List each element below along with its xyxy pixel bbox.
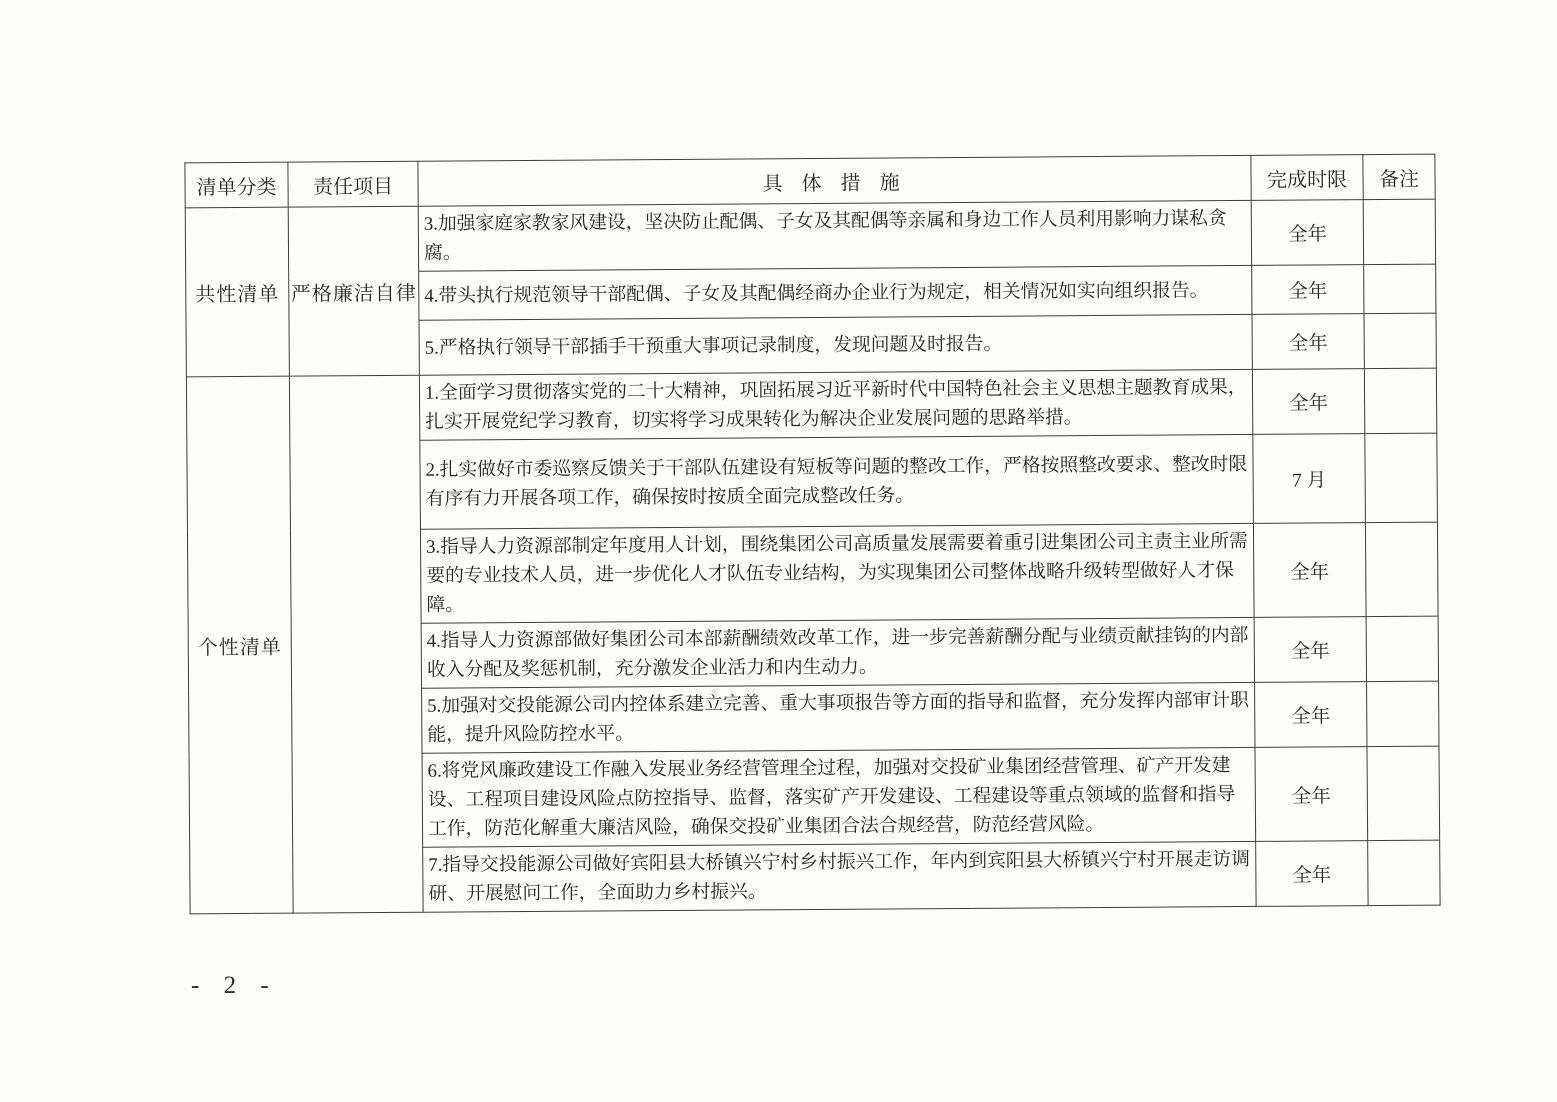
- deadline-cell: 全年: [1252, 369, 1364, 435]
- measure-cell: 4.指导人力资源部做好集团公司本部薪酬绩效改革工作，进一步完善薪酬分配与业绩贡献挂钩的内部收入分配及奖惩机制，充分激发企业活力和内生动力。: [421, 617, 1254, 688]
- table-row: [186, 368, 1436, 442]
- category-cell-common: 共性清单: [185, 207, 289, 377]
- measure-cell: 1.全面学习贯彻落实党的二十大精神，巩固拓展习近平新时代中国特色社会主义思想主题教育成果，扎实开展党纪学习教育，切实将学习成果转化为解决企业发展问题的思路举措。: [419, 369, 1252, 440]
- remark-cell: [1367, 746, 1440, 841]
- responsibility-checklist-table: [184, 154, 1440, 915]
- col-header-measures: 具 体 措 施: [418, 155, 1251, 206]
- remark-cell: [1364, 313, 1436, 369]
- col-header-remarks: 备注: [1363, 154, 1435, 200]
- project-cell-common: 严格廉洁自律: [288, 206, 419, 376]
- col-header-project: 责任项目: [288, 161, 418, 207]
- deadline-cell: 全年: [1252, 314, 1364, 370]
- deadline-cell: 全年: [1255, 747, 1368, 842]
- remark-cell: [1364, 368, 1436, 434]
- deadline-cell: 全年: [1254, 617, 1366, 683]
- deadline-cell: 全年: [1253, 523, 1366, 618]
- measure-cell: 3.加强家庭家教家风建设，坚决防止配偶、子女及其配偶等亲属和身边工作人员利用影响力谋私贪腐。: [418, 200, 1251, 271]
- deadline-cell: 全年: [1251, 200, 1363, 266]
- deadline-cell: 全年: [1255, 682, 1367, 748]
- deadline-cell: 全年: [1256, 841, 1368, 907]
- remark-cell: [1364, 264, 1436, 314]
- col-header-category: 清单分类: [185, 162, 288, 208]
- deadline-cell: 全年: [1252, 265, 1364, 315]
- measure-cell: 7.指导交投能源公司做好宾阳县大桥镇兴宁村乡村振兴工作，年内到宾阳县大桥镇兴宁村开展走访调研、开展慰问工作，全面助力乡村振兴。: [423, 841, 1256, 912]
- measure-cell: 4.带头执行规范领导干部配偶、子女及其配偶经商办企业行为规定，相关情况如实向组织报告。: [419, 265, 1252, 320]
- remark-cell: [1365, 522, 1438, 617]
- table-container: [184, 154, 1440, 915]
- page-number: - 2 -: [191, 972, 278, 999]
- remark-cell: [1366, 616, 1438, 682]
- category-cell-individual: 个性清单: [186, 376, 293, 914]
- measure-cell: 6.将党风廉政建设工作融入发展业务经营管理全过程，加强对交投矿业集团经营管理、矿产开发建设、工程项目建设风险点防控指导、监督，落实矿产开发建设、工程建设等重点领域的监督和指导工作，防范化解重大廉洁风险，确保交投矿业集团合法合规经营，防范经营风险。: [422, 747, 1256, 847]
- remark-cell: [1367, 681, 1439, 747]
- remark-cell: [1365, 433, 1438, 523]
- measure-cell: 5.严格执行领导干部插手干预重大事项记录制度，发现问题及时报告。: [419, 314, 1252, 375]
- col-header-deadline: 完成时限: [1251, 155, 1363, 201]
- measure-cell: 5.加强对交投能源公司内控体系建立完善、重大事项报告等方面的指导和监督，充分发挥内部审计职能，提升风险防控水平。: [422, 682, 1255, 753]
- deadline-cell: 7 月: [1253, 434, 1366, 524]
- table-row: [185, 199, 1435, 273]
- remark-cell: [1363, 199, 1435, 265]
- measure-cell: 3.指导人力资源部制定年度用人计划，围绕集团公司高质量发展需要着重引进集团公司主责主业所需要的专业技术人员，进一步优化人才队伍专业结构，为实现集团公司整体战略升级转型做好人才保障。: [420, 523, 1254, 623]
- measure-cell: 2.扎实做好市委巡察反馈关于干部队伍建设有短板等问题的整改工作，严格按照整改要求、整改时限有序有力开展各项工作，确保按时按质全面完成整改任务。: [420, 434, 1254, 529]
- project-cell-individual: [289, 375, 423, 913]
- remark-cell: [1368, 840, 1440, 906]
